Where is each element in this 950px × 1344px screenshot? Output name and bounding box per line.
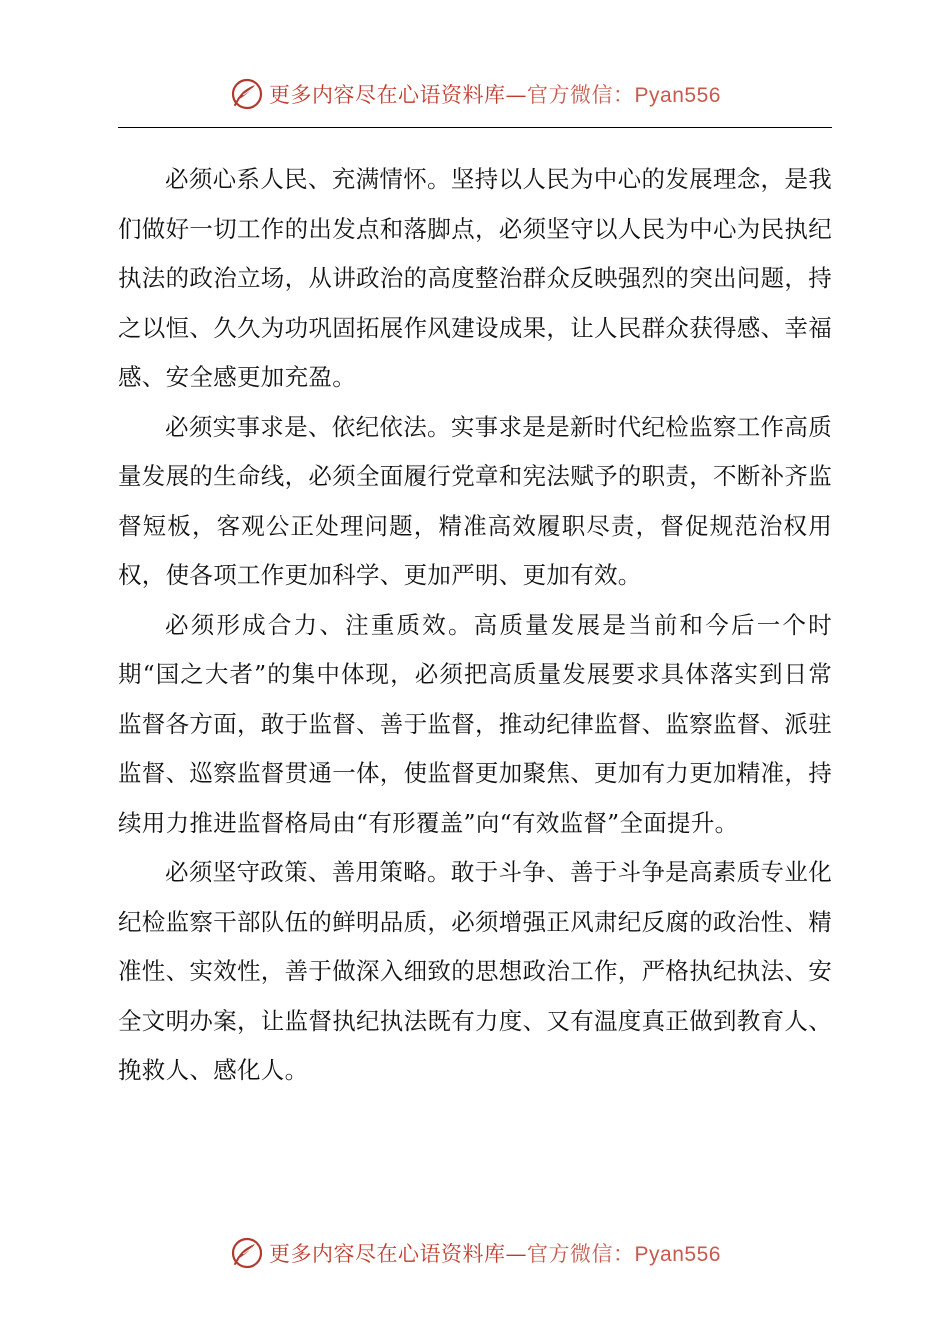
footer-banner xyxy=(0,1229,950,1277)
paragraph: 必须形成合力、注重质效。高质量发展是当前和今后一个时期“国之大者”的集中体现，必须把高质量发展要求具体落实到日常监督各方面，敢于监督、善于监督，推动纪律监督、监察监督、派驻监督、巡察监督贯通一体，使监督更加聚焦、更加有力更加精准，持续用力推进监督格局由“有形覆盖”向“有效监督”全面提升。 xyxy=(118,610,832,837)
paragraph: 必须心系人民、充满情怀。坚持以人民为中心的发展理念，是我们做好一切工作的出发点和落脚点，必须坚守以人民为中心为民执纪执法的政治立场，从讲政治的高度整治群众反映强烈的突出问题，持之以恒、久久为功巩固拓展作风建设成果，让人民群众获得感、幸福感、安全感更加充盈。 xyxy=(118,165,832,391)
header-banner xyxy=(0,70,950,118)
banner-main-text: 更多内容尽在心语资料库 xyxy=(269,1242,506,1266)
banner-main-text: 更多内容尽在心语资料库 xyxy=(269,83,506,107)
banner-dash: — xyxy=(505,83,528,107)
quill-logo-icon xyxy=(229,76,265,112)
banner-wechat-label: 官方微信： xyxy=(527,1242,635,1266)
banner-dash: — xyxy=(505,1242,528,1266)
banner-account: Pyan556 xyxy=(634,84,721,107)
banner-wechat-label: 官方微信： xyxy=(527,83,635,107)
quill-logo-icon xyxy=(229,1235,265,1271)
banner-text xyxy=(269,79,721,109)
paragraph: 必须坚守政策、善用策略。敢于斗争、善于斗争是高素质专业化纪检监察干部队伍的鲜明品质，必须增强正风肃纪反腐的政治性、精准性、实效性，善于做深入细致的思想政治工作，严格执纪执法、安全文明办案，让监督执纪执法既有力度、又有温度真正做到教育人、挽救人、感化人。 xyxy=(118,858,832,1084)
document-body xyxy=(118,155,832,1096)
header-divider xyxy=(118,127,832,128)
banner-account: Pyan556 xyxy=(634,1243,721,1266)
banner-text xyxy=(269,1238,721,1268)
paragraph: 必须实事求是、依纪依法。实事求是是新时代纪检监察工作高质量发展的生命线，必须全面履行党章和宪法赋予的职责，不断补齐监督短板，客观公正处理问题，精准高效履职尽责，督促规范治权用权，使各项工作更加科学、更加严明、更加有效。 xyxy=(118,412,832,589)
